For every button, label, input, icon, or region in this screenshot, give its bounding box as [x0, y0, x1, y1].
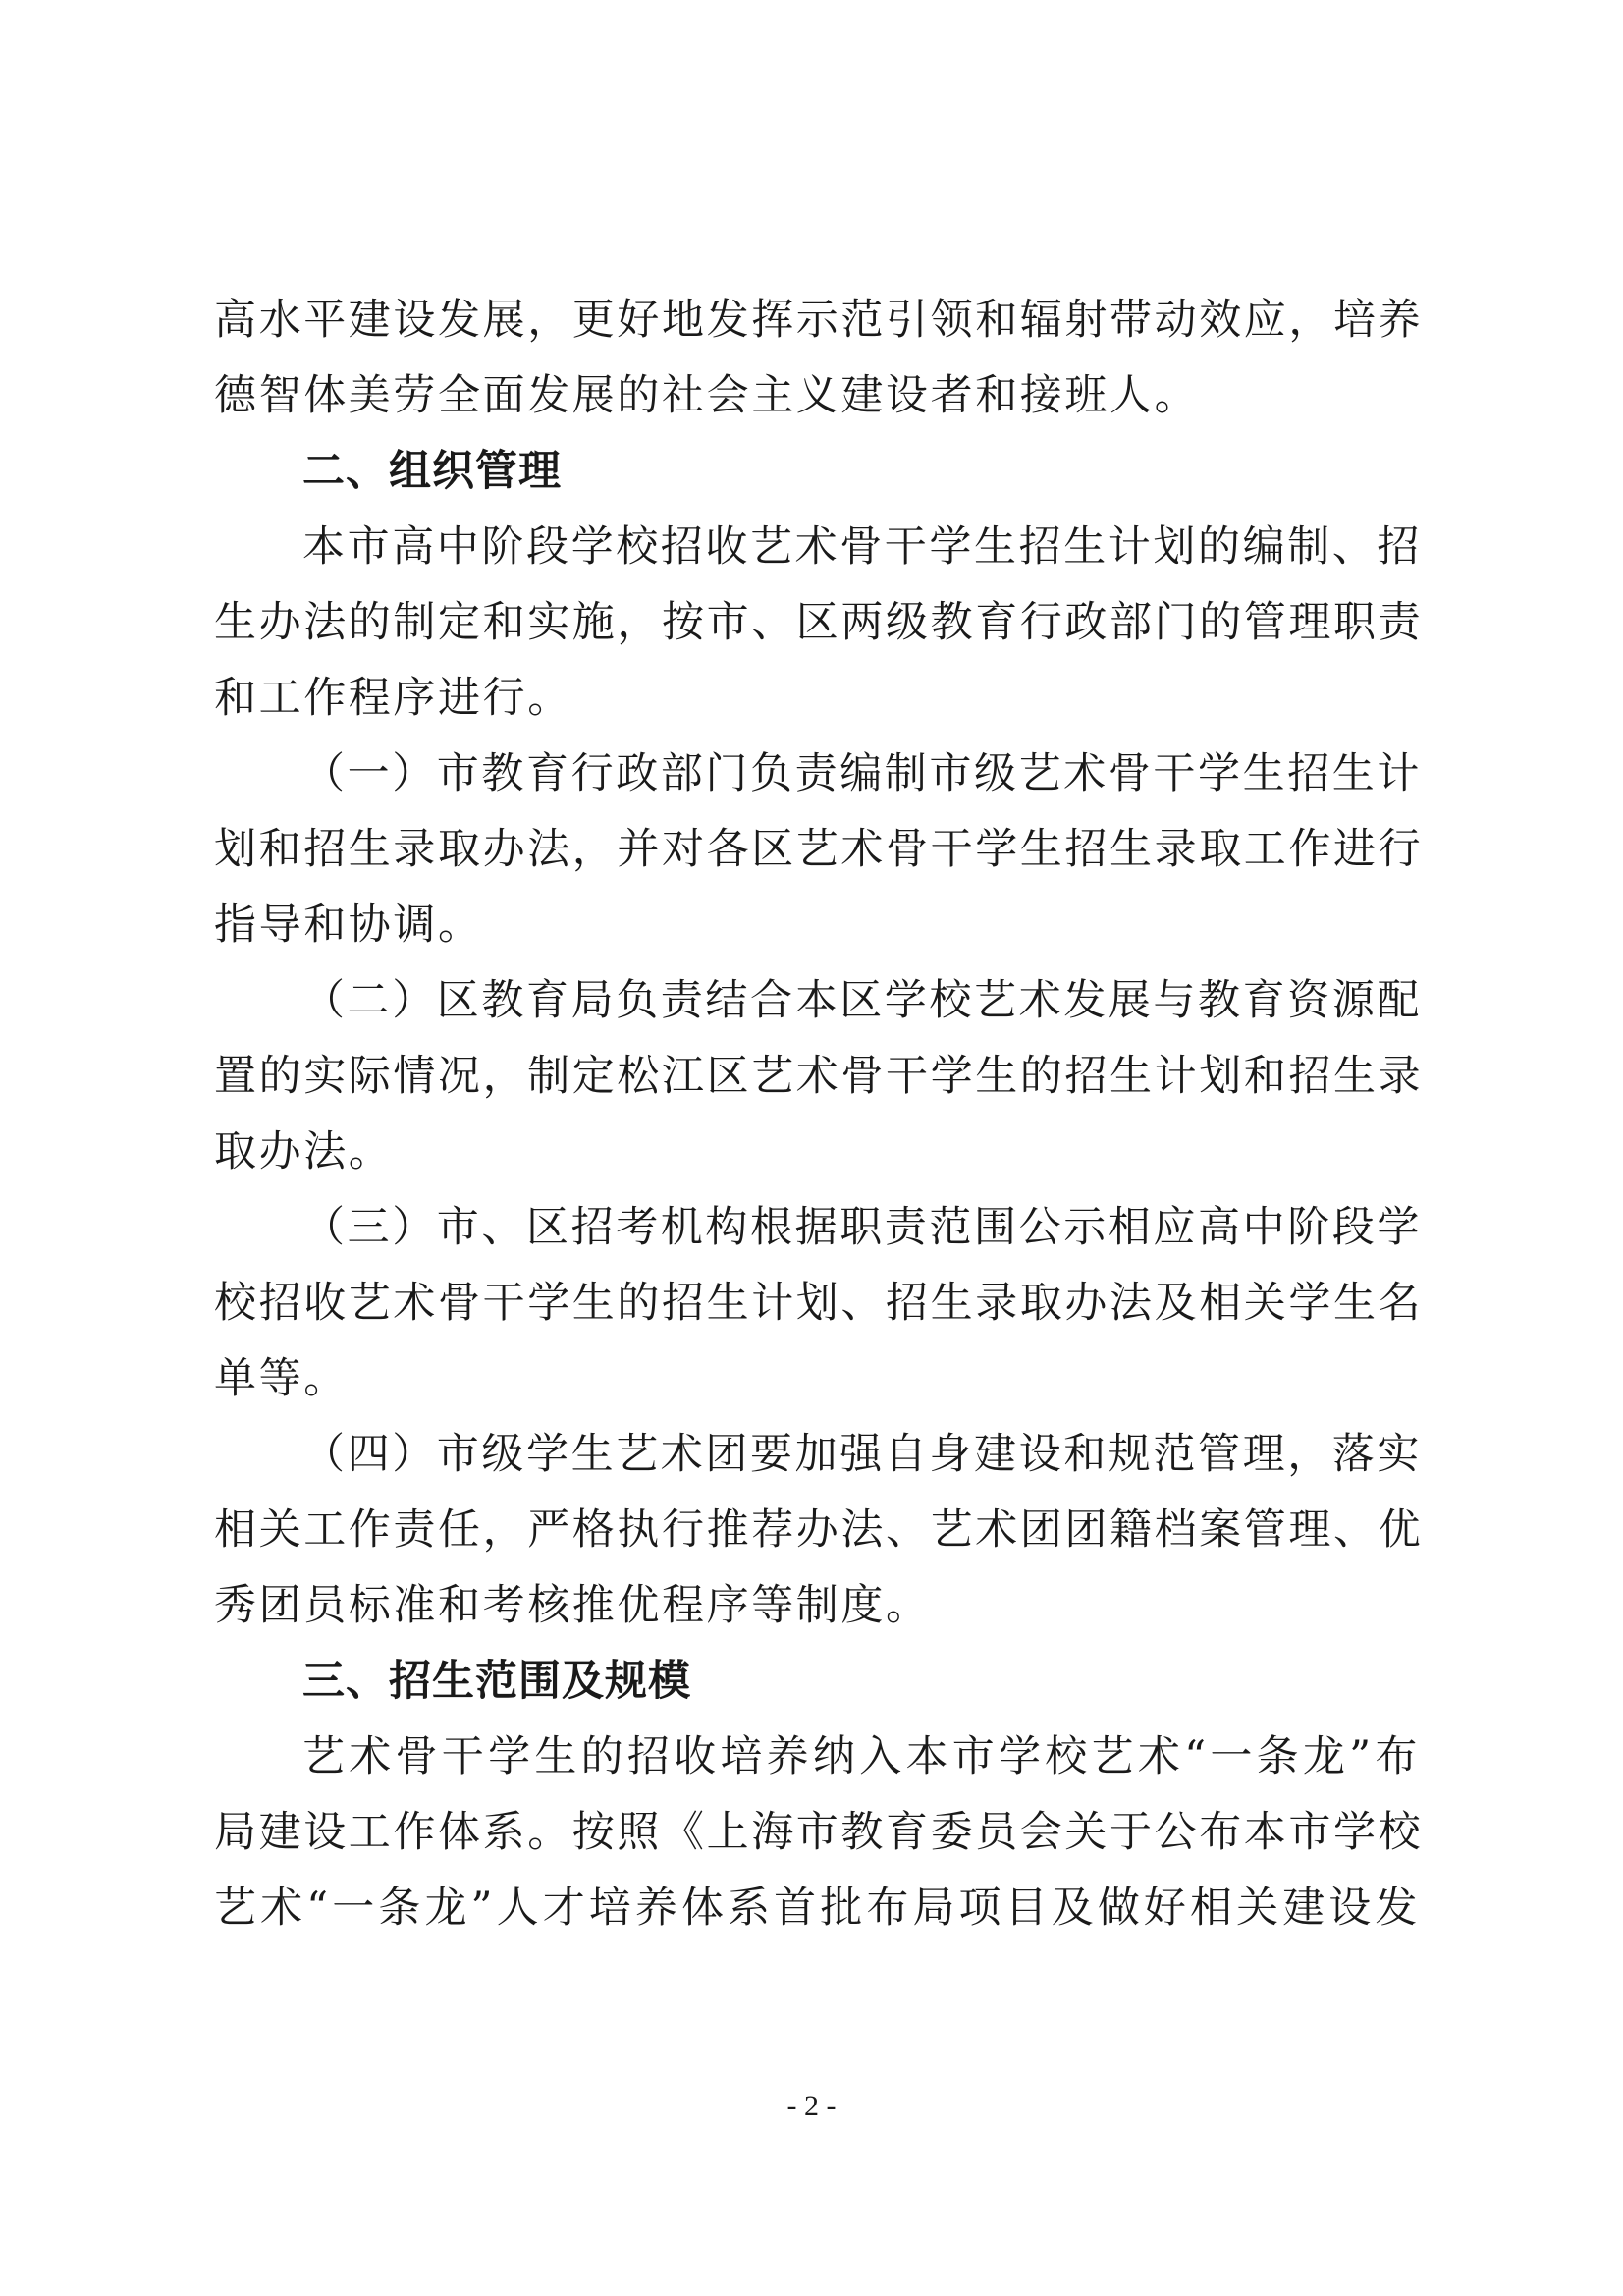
section-heading: 二、组织管理	[302, 447, 562, 496]
text-line: 划和招生录取办法，并对各区艺术骨干学生招生录取工作进行	[214, 825, 1424, 874]
text-line: （四）市级学生艺术团要加强自身建设和规范管理，落实	[302, 1430, 1422, 1479]
text-line: 德智体美劳全面发展的社会主义建设者和接班人。	[214, 371, 1200, 420]
document-body	[214, 283, 1424, 1946]
text-line: 局建设工作体系。按照《上海市教育委员会关于公布本市学校	[214, 1808, 1424, 1857]
text-line: 相关工作责任，严格执行推荐办法、艺术团团籍档案管理、优	[214, 1505, 1424, 1555]
text-line: （一）市教育行政部门负责编制市级艺术骨干学生招生计	[302, 749, 1422, 798]
text-line: 本市高中阶段学校招收艺术骨干学生招生计划的编制、招	[302, 522, 1422, 572]
section-heading: 三、招生范围及规模	[302, 1657, 691, 1706]
text-line: 高水平建设发展，更好地发挥示范引领和辐射带动效应，培养	[214, 296, 1424, 345]
text-line: 校招收艺术骨干学生的招生计划、招生录取办法及相关学生名	[214, 1279, 1424, 1328]
text-line: 指导和协调。	[214, 901, 483, 950]
text-line: 生办法的制定和实施，按市、区两级教育行政部门的管理职责	[214, 598, 1424, 647]
text-line: （三）市、区招考机构根据职责范围公示相应高中阶段学	[302, 1203, 1422, 1252]
text-line: 秀团员标准和考核推优程序等制度。	[214, 1581, 931, 1630]
text-line: （二）区教育局负责结合本区学校艺术发展与教育资源配	[302, 976, 1422, 1025]
text-line: 置的实际情况，制定松江区艺术骨干学生的招生计划和招生录	[214, 1052, 1424, 1101]
text-line: 单等。	[214, 1354, 349, 1403]
text-line: 艺术骨干学生的招收培养纳入本市学校艺术“一条龙”布	[302, 1732, 1420, 1781]
text-line: 艺术“一条龙”人才培养体系首批布局项目及做好相关建设发	[214, 1884, 1420, 1933]
page-number: - 2 -	[786, 2090, 837, 2122]
text-line: 和工作程序进行。	[214, 674, 572, 723]
text-line: 取办法。	[214, 1127, 394, 1176]
